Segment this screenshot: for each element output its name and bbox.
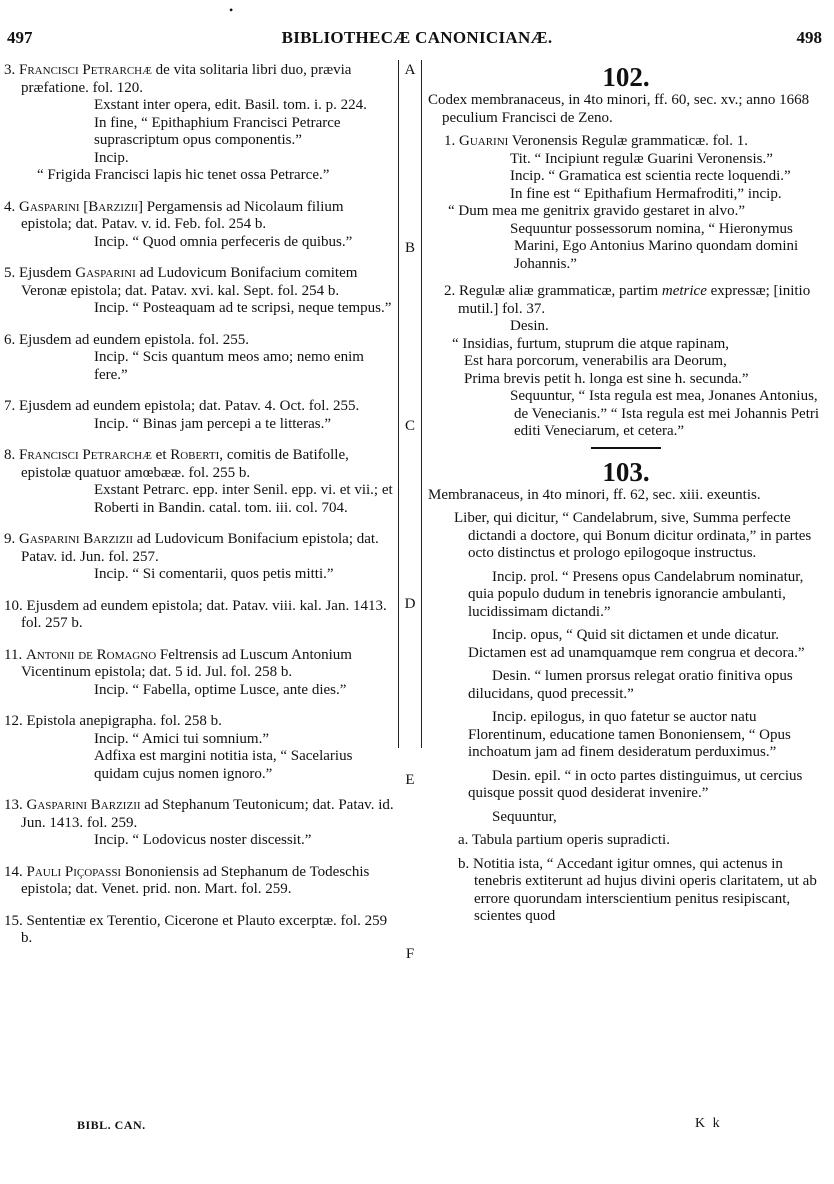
codex-103-liber: Liber, qui dicitur, “ Candelabrum, sive, Summa perfecte dictandi a doctore, qui Bonum dicitur ordinata,” in partes octo distinctus et prologo epilogoque instructus. [454,510,812,561]
codex-103-sequuntur: Sequuntur, [492,808,557,825]
codex-102-item-1: 1. Guarini Veronensis Regulæ grammaticæ. fol. 1. Tit. “ Incipiunt regulæ Guarini Veronensis.” Incip. “ Gramatica est scientia recte loquendi.” In fine est “ Epithafium Hermafroditi,” incip. “ Dum mea me genitrix gravido gestaret in alvo.” Sequuntur possessorum nomina, “ Hieronymus Marini, Ego Antonius Marino quondam domini Johannis.” [444,133,799,272]
codex-103-desin: Desin. “ lumen prorsus relegat oratio finitiva opus dilucidans, quod precessit.” [468,668,793,702]
footer-signature-right: K k [695,1116,722,1131]
entry-13: 13. Gasparini Barzizii ad Stephanum Teutonicum; dat. Patav. id. Jun. 1413. fol. 259. Incip. “ Lodovicus noster discessit.” [4,797,394,848]
entry-11: 11. Antonii de Romagno Feltrensis ad Luscum Antonium Vicentinum epistola; dat. 5 id. Jul. fol. 258 b. Incip. “ Fabella, optime Lusce, ante dies.” [4,646,352,698]
margin-letter-c: C [404,418,415,434]
margin-letter-e: E [405,772,415,788]
margin-letter-f: F [405,946,415,962]
entry-8: 8. Francisci Petrarchæ et Roberti, comitis de Batifolle, epistolæ quatuor amœbææ. fol. 255 b. Exstant Petrarc. epp. inter Senil. epp. vi. et vii.; et Roberti in Bandin. catal. tom. iii. col. 704. [4,447,393,516]
left-page-number: 497 [7,28,33,47]
codex-103-desin-epil: Desin. epil. “ in octo partes distinguimus, ut cercius quisque possit quod desiderat invenire.” [468,767,803,801]
entry-5: 5. Ejusdem Gasparini ad Ludovicum Bonifacium comitem Veronæ epistola; dat. Patav. xvi. kal. Sept. fol. 254 b. Incip. “ Posteaquam ad te scripsi, neque tempus.” [4,265,392,316]
entry-3: 3. Francisci Petrarchæ de vita solitaria libri duo, prævia præfatione. fol. 120. Exstant inter opera, edit. Basil. tom. i. p. 224. In fine, “ Epithaphium Francisci Petrarce suprascriptum opus componentis.” Incip. “ Frigida Francisci lapis hic tenet ossa Petrarce.” [4,62,367,183]
entry-4: 4. Gasparini [Barzizii] Pergamensis ad Nicolaum filium epistola; dat. Patav. v. id. Feb. fol. 254 b. Incip. “ Quod omnia perfeceris de quibus.” [4,198,353,250]
codex-103-epilogus: Incip. epilogus, in quo fatetur se auctor natu Florentinum, educatione tamen Bononiensem, “ Opus inchoatum jam ad finem desideratum perduximus.” [468,709,791,760]
codex-102-description: Codex membranaceus, in 4to minori, ff. 60, sec. xv.; anno 1668 peculium Francisci de Zeno. [428,92,810,126]
margin-letter-a: A [404,62,416,78]
codex-103-description: Membranaceus, in 4to minori, ff. 62, sec. xiii. exeuntis. [428,486,761,503]
codex-number-102: 102. [602,62,650,92]
right-column [428,62,824,932]
codex-103-incip-prol: Incip. prol. “ Presens opus Candelabrum nominatur, quia populo dudum in tenebris ignorancie ambulanti, lucidissimam dictandi.” [468,568,804,620]
margin-letter-b: B [404,240,415,256]
entry-7: 7. Ejusdem ad eundem epistola; dat. Patav. 4. Oct. fol. 255. Incip. “ Binas jam percepi a te litteras.” [4,398,360,432]
codex-102-item-2: 2. Regulæ aliæ grammaticæ, partim metrice expressæ; [initio mutil.] fol. 37. Desin. “ Insidias, furtum, stuprum die atque rapinam, Est hara porcorum, venerabilis ara Deorum, Prima brevis petit h. longa est sine h. secunda.” Sequuntur, “ Ista regula est mea, Jonanes Antonius, de Venecianis.” “ Ista regula est mei Johannis Petri editi Veneciarum, et cetera.” [444,283,820,439]
stray-dot: • [229,3,234,17]
footer-signature-left: BIBL. CAN. [77,1118,146,1132]
list-item-b: b. Notitia ista, “ Accedant igitur omnes, qui actenus in tenebris extiterunt ad hujus divini operis claritatem, ut ab errore quorundam interscientium penitus resipiscant, scientes quod [458,855,817,924]
codex-number-103: 103. [602,456,650,487]
left-column [4,62,396,958]
entry-10: 10. Ejusdem ad eundem epistola; dat. Patav. viii. kal. Jan. 1413. fol. 257 b. [4,597,387,631]
entry-14: 14. Pauli Piçopassi Bononiensis ad Stephanum de Todeschis epistola; dat. Venet. prid. non. Mart. fol. 259. [4,863,370,897]
entry-12: 12. Epistola anepigrapha. fol. 258 b. Incip. “ Amici tui somnium.” Adfixa est margini notitia ista, “ Sacelarius quidam cujus nomen ignoro.” [4,713,353,782]
entry-6: 6. Ejusdem ad eundem epistola. fol. 255. Incip. “ Scis quantum meos amo; nemo enim fere.” [4,331,364,383]
list-item-a: a. Tabula partium operis supradicti. [458,832,670,848]
codex-103-incip-opus: Incip. opus, “ Quid sit dictamen et unde dicatur. Dictamen est ad unamquamque rem congrua et decora.” [468,627,805,661]
margin-rule-right [421,60,422,748]
entry-15: 15. Sententiæ ex Terentio, Cicerone et Plauto excerptæ. fol. 259 b. [4,912,388,946]
margin-rule-left [398,60,399,748]
right-page-number: 498 [796,28,822,47]
margin-letter-d: D [404,596,416,612]
section-rule [591,447,661,449]
entry-9: 9. Gasparini Barzizii ad Ludovicum Bonifacium epistola; dat. Patav. id. Jun. fol. 257. Incip. “ Si comentarii, quos petis mitti.” [4,531,379,582]
page-title: BIBLIOTHECÆ CANONICIANÆ. [281,28,553,47]
